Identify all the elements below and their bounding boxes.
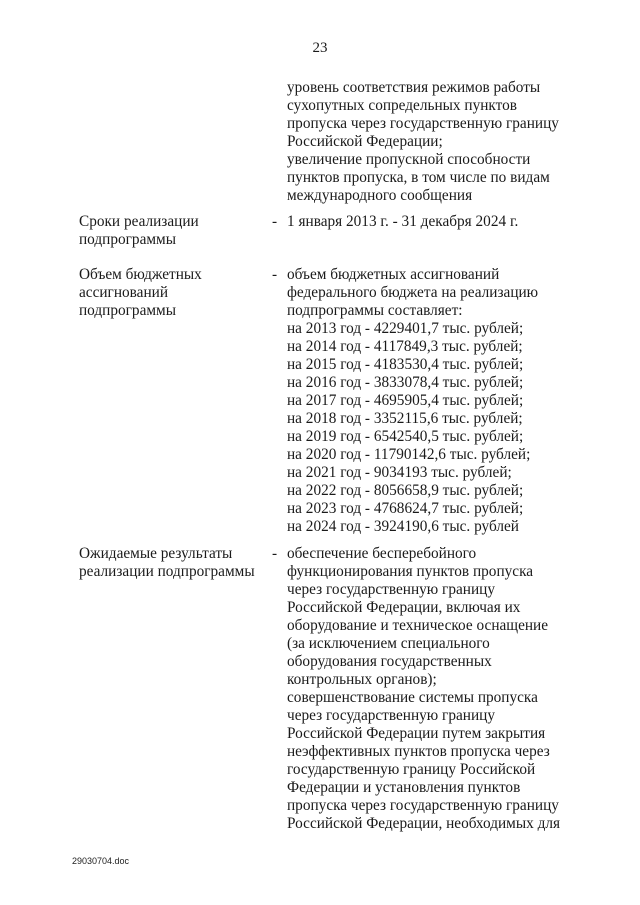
budget-year-line: на 2024 год - 3924190,6 тыс. рублей	[287, 518, 519, 535]
section-label: Объем бюджетных	[79, 266, 202, 283]
section-value-line: функционирования пунктов пропуска	[287, 563, 534, 580]
section-value-line: через государственную границу	[287, 581, 495, 598]
section-value-line: неэффективных пунктов пропуска через	[287, 743, 550, 760]
continuation-line: международного сообщения	[287, 187, 473, 204]
section-value-line: федерального бюджета на реализацию	[287, 284, 539, 301]
section-value-line: Российской Федерации, необходимых для	[287, 815, 561, 832]
budget-year-line: на 2014 год - 4117849,3 тыс. рублей;	[287, 338, 523, 355]
section-value-line: Российской Федерации путем закрытия	[287, 725, 546, 742]
section-value-line: совершенствование системы пропуска	[287, 689, 538, 706]
section-value-line: Российской Федерации, включая их	[287, 599, 521, 616]
budget-year-line: на 2019 год - 6542540,5 тыс. рублей;	[287, 428, 524, 445]
continuation-line: пропуска через государственную границу	[287, 115, 559, 132]
section-value-line: контрольных органов);	[287, 671, 437, 688]
page-number: 23	[312, 40, 328, 56]
budget-year-line: на 2023 год - 4768624,7 тыс. рублей;	[287, 500, 524, 517]
section-value-line: 1 января 2013 г. - 31 декабря 2024 г.	[287, 213, 519, 230]
budget-year-line: на 2021 год - 9034193 тыс. рублей;	[287, 464, 512, 481]
section-label: Сроки реализации	[79, 213, 199, 230]
budget-year-line: на 2013 год - 4229401,7 тыс. рублей;	[287, 320, 524, 337]
budget-year-line: на 2020 год - 11790142,6 тыс. рублей;	[287, 446, 531, 463]
continuation-line: Российской Федерации;	[287, 133, 443, 150]
section-label: ассигнований	[79, 284, 169, 301]
budget-year-line: на 2016 год - 3833078,4 тыс. рублей;	[287, 374, 524, 391]
section-value-line: подпрограммы составляет:	[287, 302, 463, 319]
section-value-line: пропуска через государственную границу	[287, 797, 559, 814]
document-footer: 29030704.doc	[72, 856, 130, 866]
continuation-line: уровень соответствия режимов работы	[287, 79, 541, 96]
section-label: подпрограммы	[79, 231, 177, 248]
continuation-line: сухопутных сопредельных пунктов	[287, 97, 517, 114]
section-dash: -	[272, 213, 278, 230]
section-value-line: оборудование и техническое оснащение	[287, 617, 549, 634]
section-label: Ожидаемые результаты	[79, 545, 233, 562]
budget-year-line: на 2022 год - 8056658,9 тыс. рублей;	[287, 482, 524, 499]
section-label: реализации подпрограммы	[79, 563, 255, 580]
section-value-line: объем бюджетных ассигнований	[287, 266, 500, 283]
section-value-line: обеспечение бесперебойного	[287, 545, 477, 562]
section-value-line: через государственную границу	[287, 707, 495, 724]
section-value-line: оборудования государственных	[287, 653, 492, 670]
section-value-line: Федерации и установления пунктов	[287, 779, 521, 796]
section-dash: -	[272, 545, 278, 562]
continuation-line: увеличение пропускной способности	[287, 151, 531, 168]
section-dash: -	[272, 266, 278, 283]
budget-year-line: на 2018 год - 3352115,6 тыс. рублей;	[287, 410, 523, 427]
section-value-line: государственную границу Российской	[287, 761, 536, 778]
continuation-line: пунктов пропуска, в том числе по видам	[287, 169, 550, 186]
budget-year-line: на 2015 год - 4183530,4 тыс. рублей;	[287, 356, 524, 373]
section-label: подпрограммы	[79, 302, 177, 319]
budget-year-line: на 2017 год - 4695905,4 тыс. рублей;	[287, 392, 524, 409]
section-value-line: (за исключением специального	[287, 635, 490, 652]
